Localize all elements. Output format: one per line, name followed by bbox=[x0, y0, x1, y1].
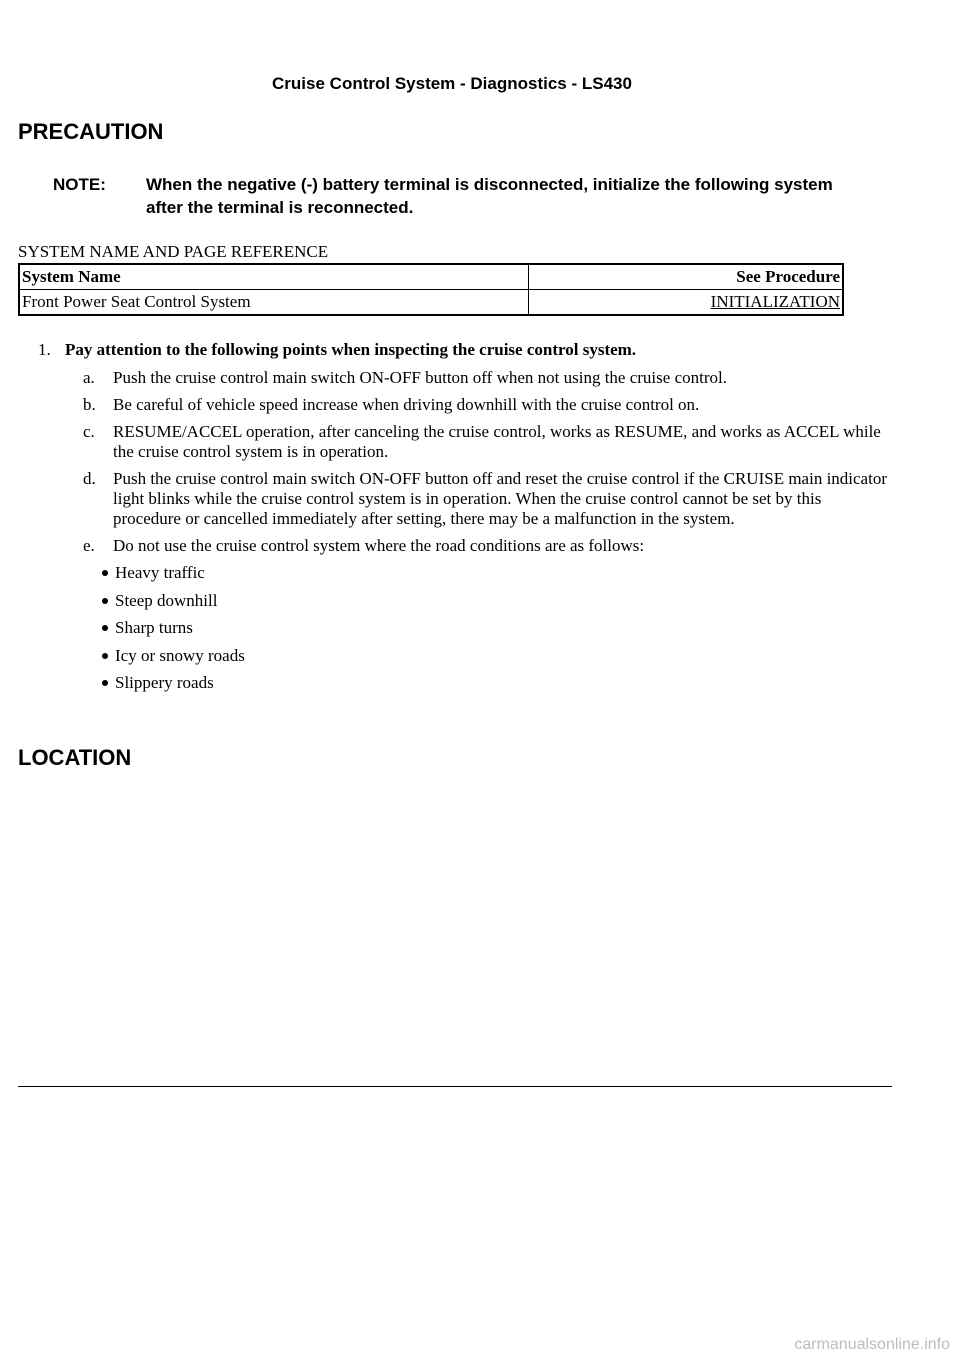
note-text: When the negative (-) battery terminal is disconnected, initialize the following system after the terminal is reconnected. bbox=[146, 175, 833, 217]
list-item bbox=[83, 368, 888, 388]
step-1 bbox=[38, 340, 888, 360]
precaution-heading: PRECAUTION bbox=[18, 119, 164, 144]
list-item bbox=[102, 563, 888, 583]
list-item-text: Do not use the cruise control system where the road conditions are as follows: bbox=[113, 536, 645, 555]
bullet-icon bbox=[102, 653, 108, 659]
bullet-icon bbox=[102, 598, 108, 604]
list-item-text: Push the cruise control main switch ON-OFF button off and reset the cruise control if the CRUISE main indicator light blinks while the cruise control system is in operation. When the cruise control cannot be set by this procedure or cancelled immediately after setting, there may be a malfunction in the system. bbox=[113, 469, 887, 528]
step-heading: Pay attention to the following points when inspecting the cruise control system. bbox=[65, 340, 637, 359]
sub-step-list bbox=[83, 368, 888, 556]
reference-title: SYSTEM NAME AND PAGE REFERENCE bbox=[18, 242, 329, 261]
note-box bbox=[53, 173, 873, 219]
condition-text: Sharp turns bbox=[115, 618, 193, 637]
procedure-cell bbox=[529, 290, 844, 316]
list-item bbox=[83, 536, 888, 556]
header-system-name: System Name bbox=[19, 264, 529, 290]
list-item-text: Be careful of vehicle speed increase when driving downhill with the cruise control on. bbox=[113, 395, 700, 414]
list-item-letter: d. bbox=[83, 469, 96, 488]
watermark: carmanualsonline.info bbox=[794, 1336, 950, 1353]
list-item bbox=[83, 469, 888, 529]
list-item bbox=[102, 673, 888, 693]
list-item-text: RESUME/ACCEL operation, after canceling the cruise control, works as RESUME, and works as ACCEL while the cruise control system is in operation. bbox=[113, 422, 881, 461]
step-number: 1. bbox=[38, 340, 51, 359]
list-item-letter: e. bbox=[83, 536, 95, 555]
list-item bbox=[83, 422, 888, 462]
list-item-letter: c. bbox=[83, 422, 95, 441]
condition-text: Steep downhill bbox=[115, 590, 218, 610]
list-item-text: Push the cruise control main switch ON-OFF button off when not using the cruise control. bbox=[113, 368, 727, 387]
bullet-icon bbox=[102, 680, 108, 686]
footer-divider bbox=[18, 1086, 892, 1087]
list-item bbox=[102, 591, 888, 611]
list-item-letter: a. bbox=[83, 368, 95, 387]
condition-text: Heavy traffic bbox=[115, 563, 205, 582]
list-item-letter: b. bbox=[83, 395, 96, 414]
table-header-row bbox=[19, 264, 843, 290]
list-item bbox=[83, 395, 888, 415]
list-item bbox=[102, 618, 888, 638]
header-see-procedure: See Procedure bbox=[529, 264, 844, 290]
system-name-cell: Front Power Seat Control System bbox=[19, 290, 529, 316]
location-heading: LOCATION bbox=[18, 745, 132, 770]
note-label: NOTE: bbox=[53, 175, 106, 194]
reference-table bbox=[18, 263, 844, 316]
condition-text: Icy or snowy roads bbox=[115, 645, 245, 665]
bullet-icon bbox=[102, 570, 108, 576]
list-item bbox=[102, 646, 888, 666]
initialization-link[interactable]: INITIALIZATION bbox=[710, 292, 840, 311]
table-row bbox=[19, 290, 843, 316]
condition-text: Slippery roads bbox=[115, 673, 214, 692]
page-title: Cruise Control System - Diagnostics - LS430 bbox=[272, 74, 632, 93]
road-conditions-list bbox=[102, 563, 888, 693]
inspection-steps bbox=[38, 340, 888, 701]
bullet-icon bbox=[102, 625, 108, 631]
